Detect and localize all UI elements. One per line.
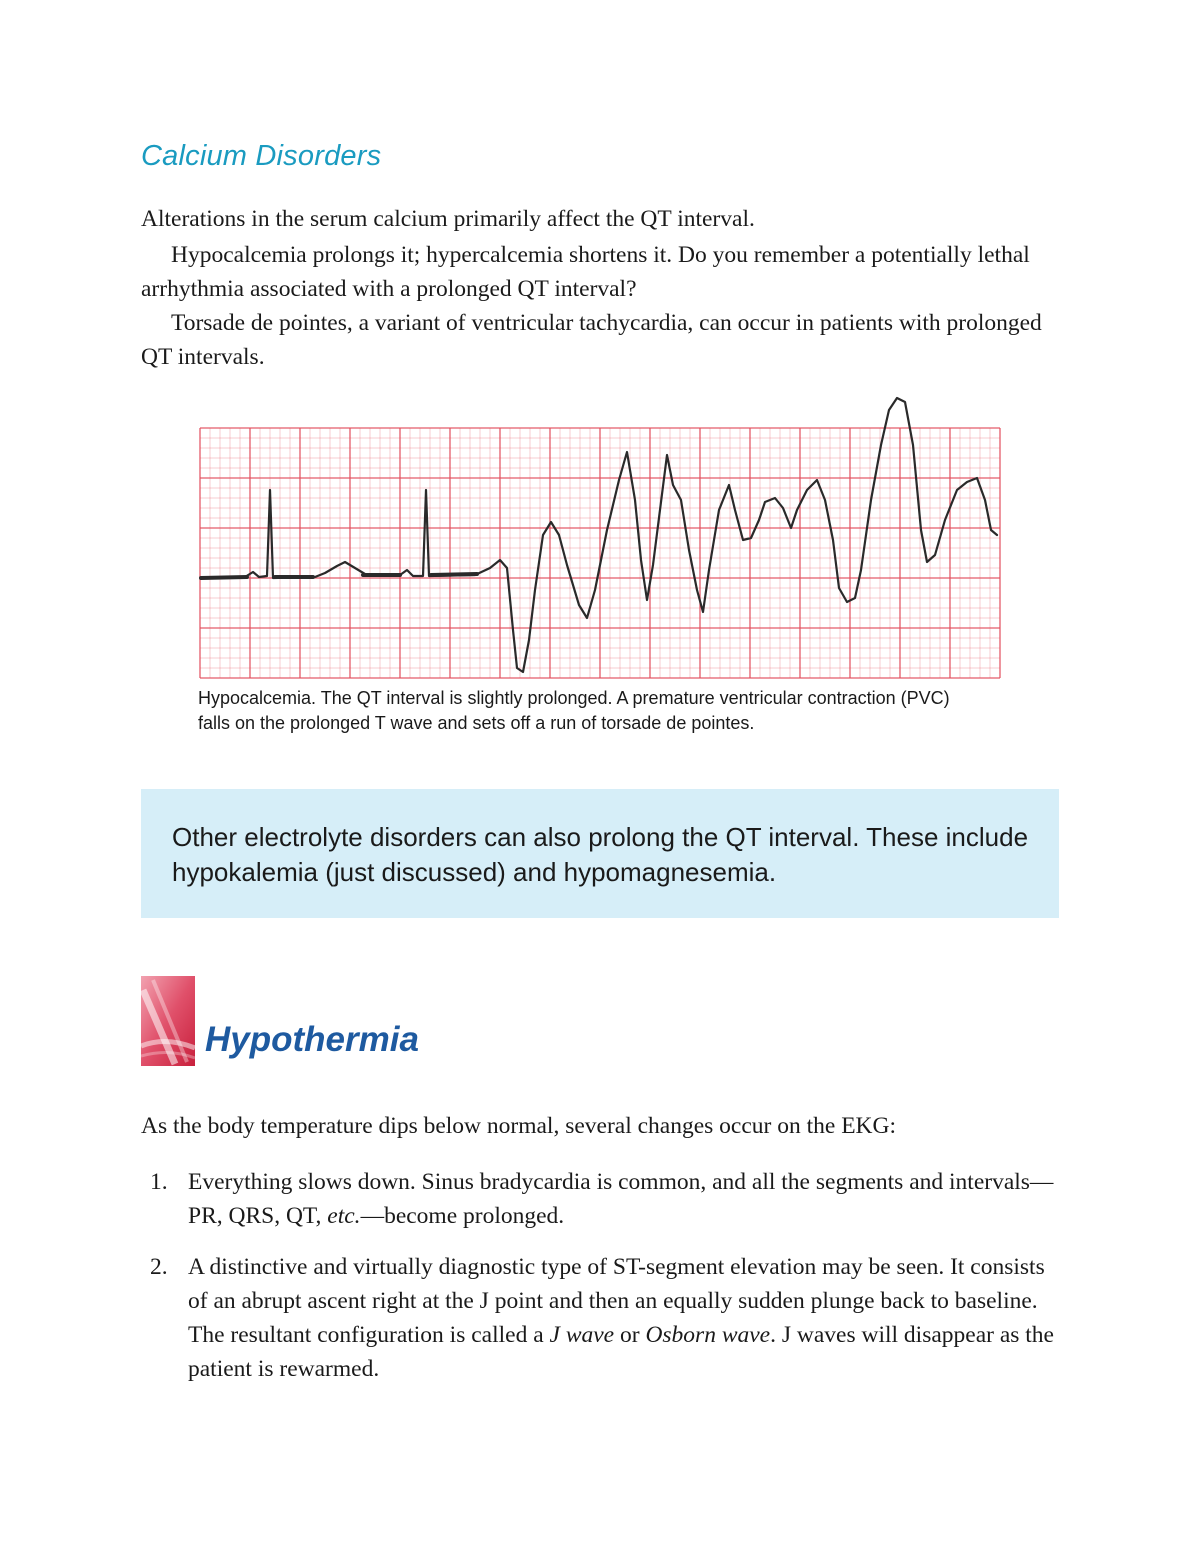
paragraph-hypothermia-intro: As the body temperature dips below normal, several changes occur on the EKG:: [141, 1113, 897, 1139]
list-number: 1.: [150, 1169, 168, 1195]
ekg-trace: [201, 398, 997, 672]
ekg-strip-figure: [195, 390, 1007, 685]
paragraph-qt-intro: Alterations in the serum calcium primarily affect the QT interval.: [141, 206, 755, 232]
hypothermia-heading: Hypothermia: [205, 1020, 419, 1059]
paragraph-hypocalcemia: Hypocalcemia prolongs it; hypercalcemia shortens it. Do you remember a potentially lethal arrhythmia associated with a prolonged QT interval?: [141, 242, 1030, 302]
ekg-grid: [200, 428, 1000, 678]
section-icon: [141, 976, 195, 1066]
paragraph-torsade: Torsade de pointes, a variant of ventricular tachycardia, can occur in patients with prolonged QT intervals.: [141, 310, 1042, 370]
callout-text: Other electrolyte disorders can also prolong the QT interval. These include hypokalemia (just discussed) and hypomagnesemia.: [172, 822, 1029, 887]
list-number: 2.: [150, 1254, 168, 1280]
list-item-text: Everything slows down. Sinus bradycardia is common, and all the segments and intervals—PR, QRS, QT, etc.—become prolonged.: [188, 1169, 1054, 1229]
figure-caption: Hypocalcemia. The QT interval is slightly prolonged. A premature ventricular contraction (PVC) falls on the prolonged T wave and sets off a run of torsade de pointes.: [198, 688, 950, 733]
list-item-text: A distinctive and virtually diagnostic type of ST-segment elevation may be seen. It consists of an abrupt ascent right at the J point and then an equally sudden plunge back to baseline. The resultant configuration is called a J wave or Osborn wave. J waves will disappear as the patient is rewarmed.: [188, 1254, 1054, 1382]
section-heading: Calcium Disorders: [141, 140, 382, 172]
